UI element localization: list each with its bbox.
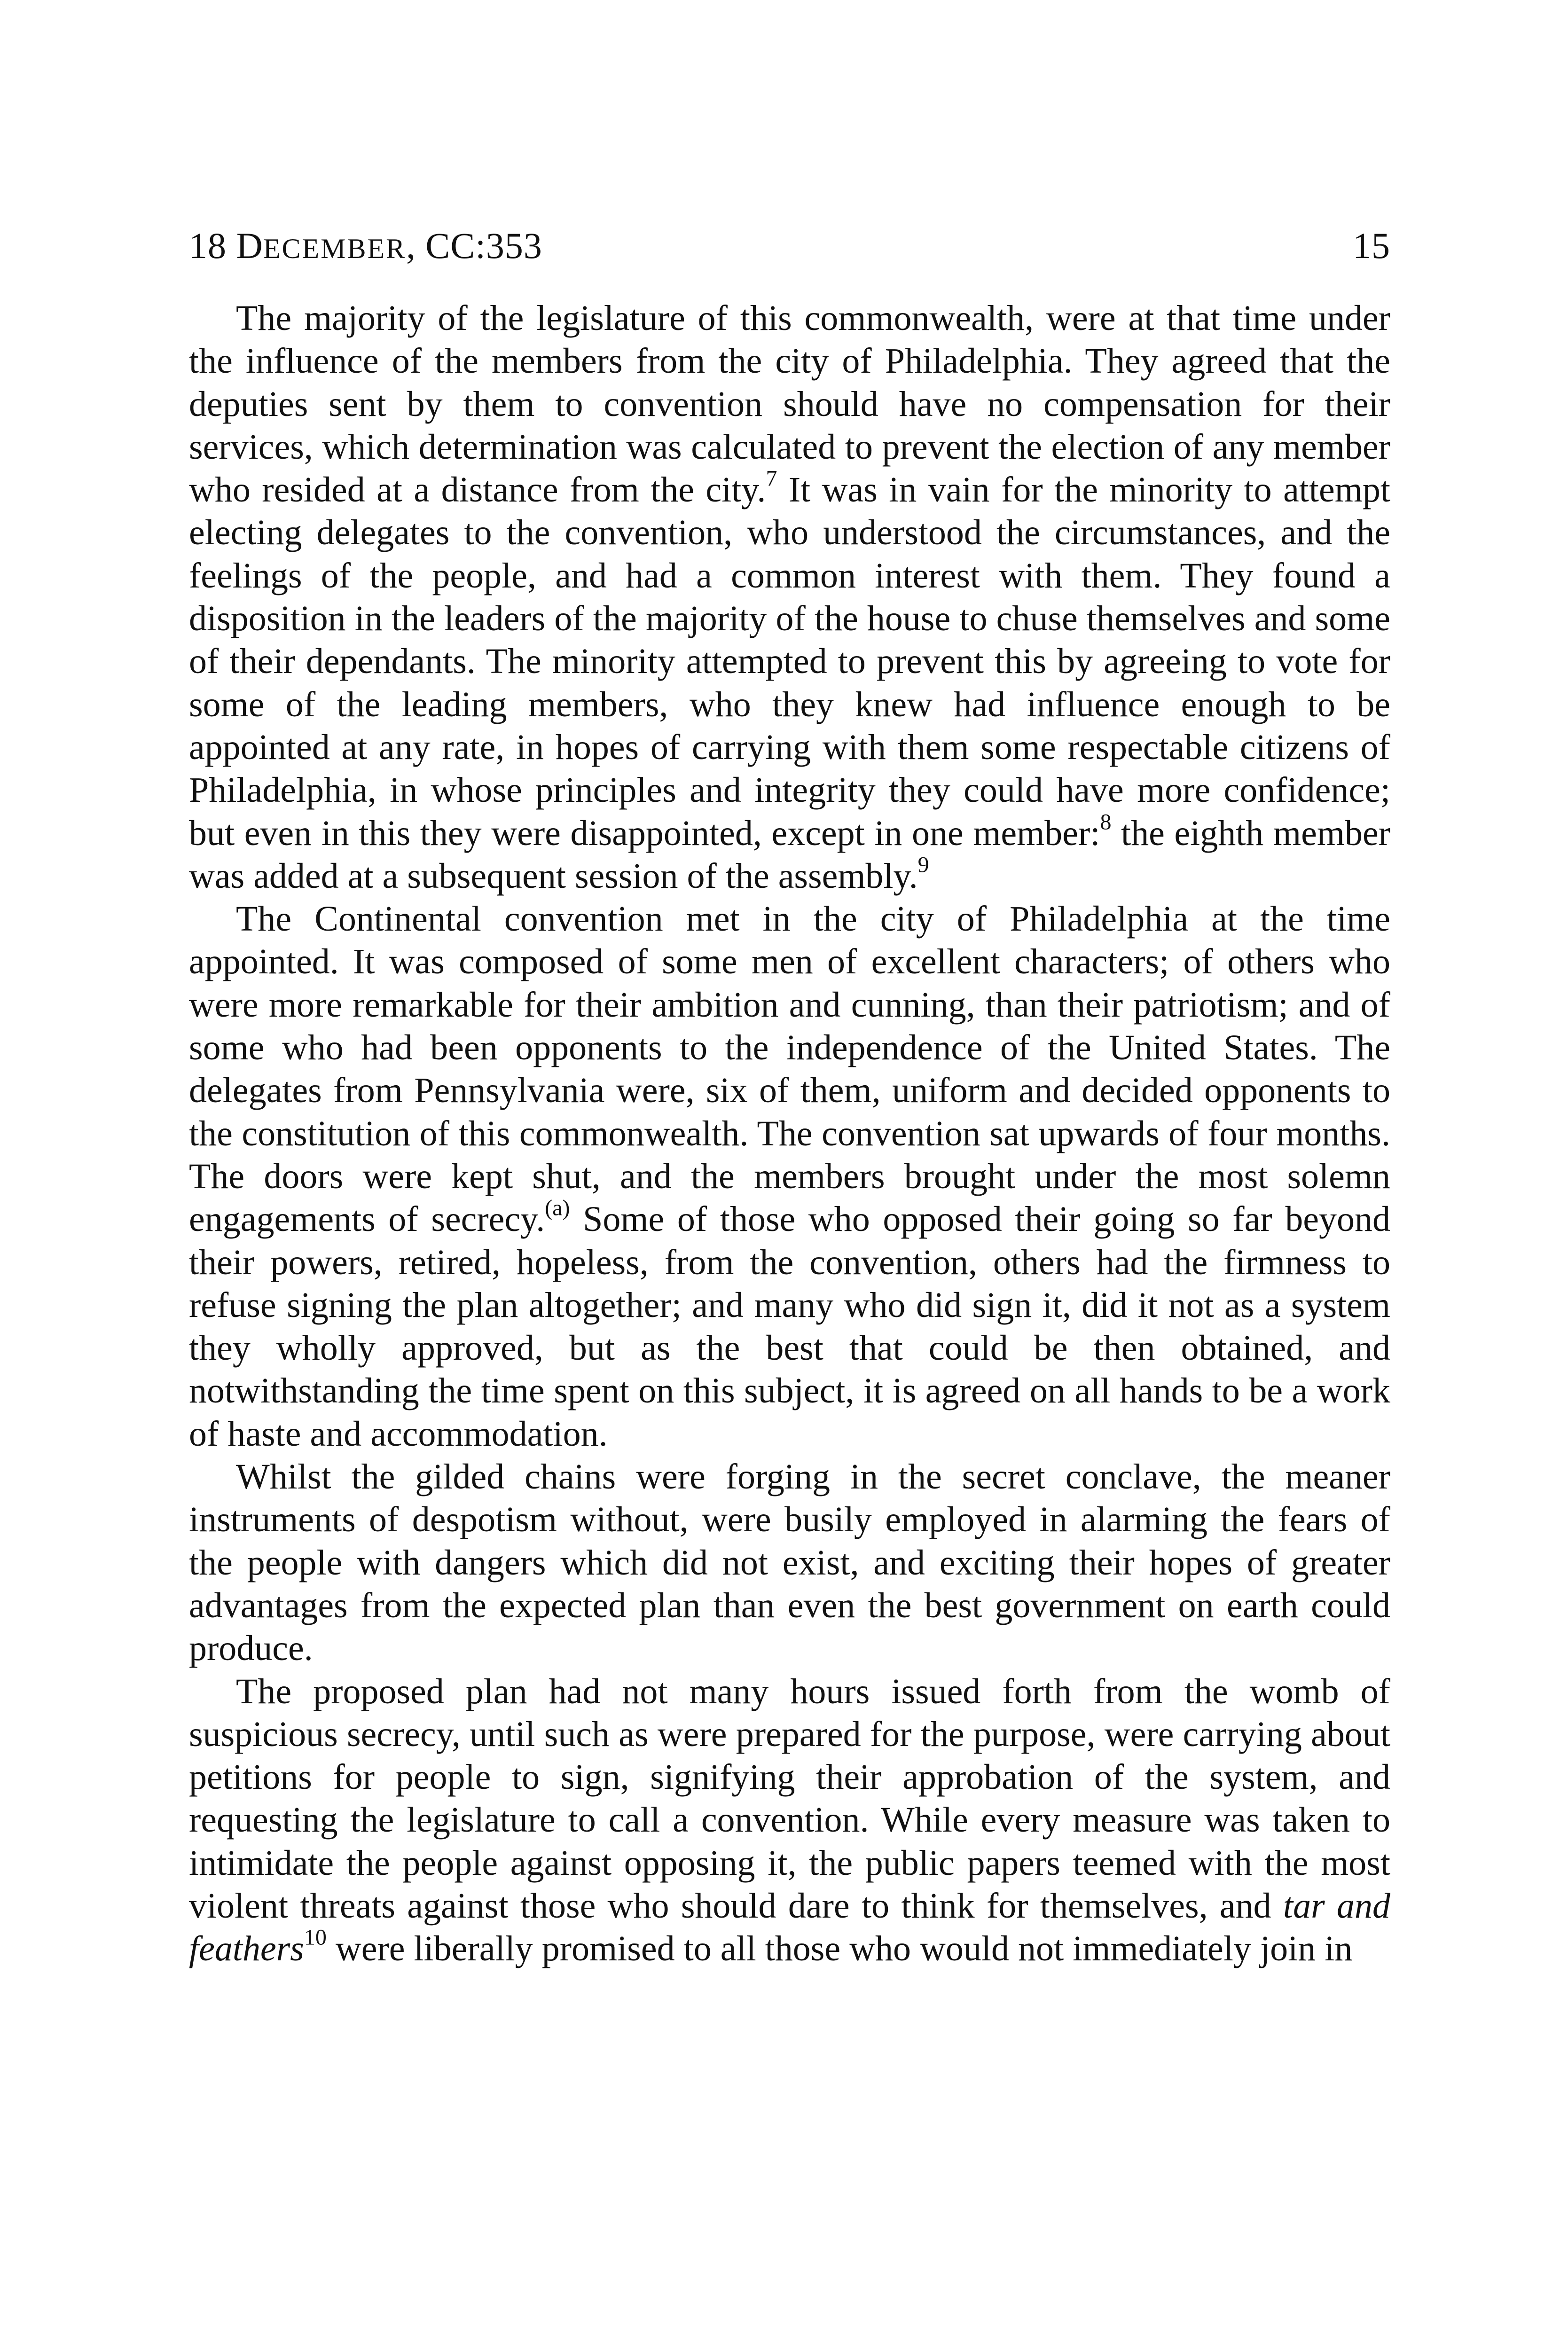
footnote-marker: (a) [545,1195,570,1221]
page-number: 15 [1353,225,1390,266]
paragraph [189,1456,1390,1670]
paragraph [189,898,1390,1456]
header-date-number: 18 [189,225,236,266]
footnote-marker: 10 [304,1925,327,1950]
italic-phrase: tar and feathers [189,1886,1390,1969]
text-run: It was in vain for the minority to attempt electing delegates to the convention, who understood the circumstances, and the feelings of the people, and had a common interest with them. They found a disposition in the leaders of the majority of the house to chuse themselves and some of their dependants. The minority attempted to prevent this by agreeing to vote for some of the leading members, who they knew had influence enough to be appointed at any rate, in hopes of carrying with them some respectable citizens of Philadelphia, in whose principles and integrity they could have more confidence; but even in this they were disappointed, except in one member: [189,470,1391,853]
text-run: were liberally promised to all those who would not immediately join in [326,1929,1353,1969]
header-month-rest: ECEMBER [263,233,407,264]
header-month-initial: D [236,225,263,266]
footnote-marker: 7 [766,466,777,491]
text-run: The Continental convention met in the city of Philadelphia at the time appointed. It was composed of some men of excellent characters; of others who were more remarkable for their ambition and cunning, than their patriotism; and of some who had been opponents to the independence of the United States. The delegates from Pennsylvania were, six of them, uniform and decided opponents to the constitution of this commonwealth. The convention sat upwards of four months. The doors were kept shut, and the members brought under the most solemn engagements of secrecy. [189,899,1390,1239]
paragraph [189,297,1390,898]
text-run: Whilst the gilded chains were forging in the secret conclave, the meaner instruments of despotism without, were busily employed in alarming the fears of the people with dangers which did not exist, and exciting their hopes of greater advantages from the expected plan than even the best government on earth could produce. [189,1457,1390,1668]
body-text [189,297,1390,1971]
running-head [189,220,1390,272]
text-run: The majority of the legislature of this commonwealth, were at that time under the influence of the members from the city of Philadelphia. They agreed that the deputies sent by them to convention should have no compensation for their services, which determination was calculated to prevent the election of any member who resided at a distance from the city. [189,298,1390,510]
text-run: the eighth member was added at a subsequent session of the assembly. [189,813,1390,896]
footnote-marker: 8 [1100,809,1112,834]
header-reference: , CC:353 [406,225,542,266]
footnote-marker: 9 [917,852,929,877]
running-head-title [189,220,542,274]
paragraph [189,1670,1390,1971]
text-run: The proposed plan had not many hours issued forth from the womb of suspicious secrecy, until such as were prepared for the purpose, were carrying about petitions for people to sign, signifying their approbation of the system, and requesting the legislature to call a convention. While every measure was taken to intimidate the people against opposing it, the public papers teemed with the most violent threats against those who should dare to think for themselves, and [189,1671,1390,1926]
text-run: Some of those who opposed their going so far beyond their powers, retired, hopeless, from the convention, others had the firmness to refuse signing the plan altogether; and many who did sign it, did it not as a system they wholly approved, but as the best that could be then obtained, and notwithstanding the time spent on this subject, it is agreed on all hands to be a work of haste and accommodation. [189,1199,1390,1454]
